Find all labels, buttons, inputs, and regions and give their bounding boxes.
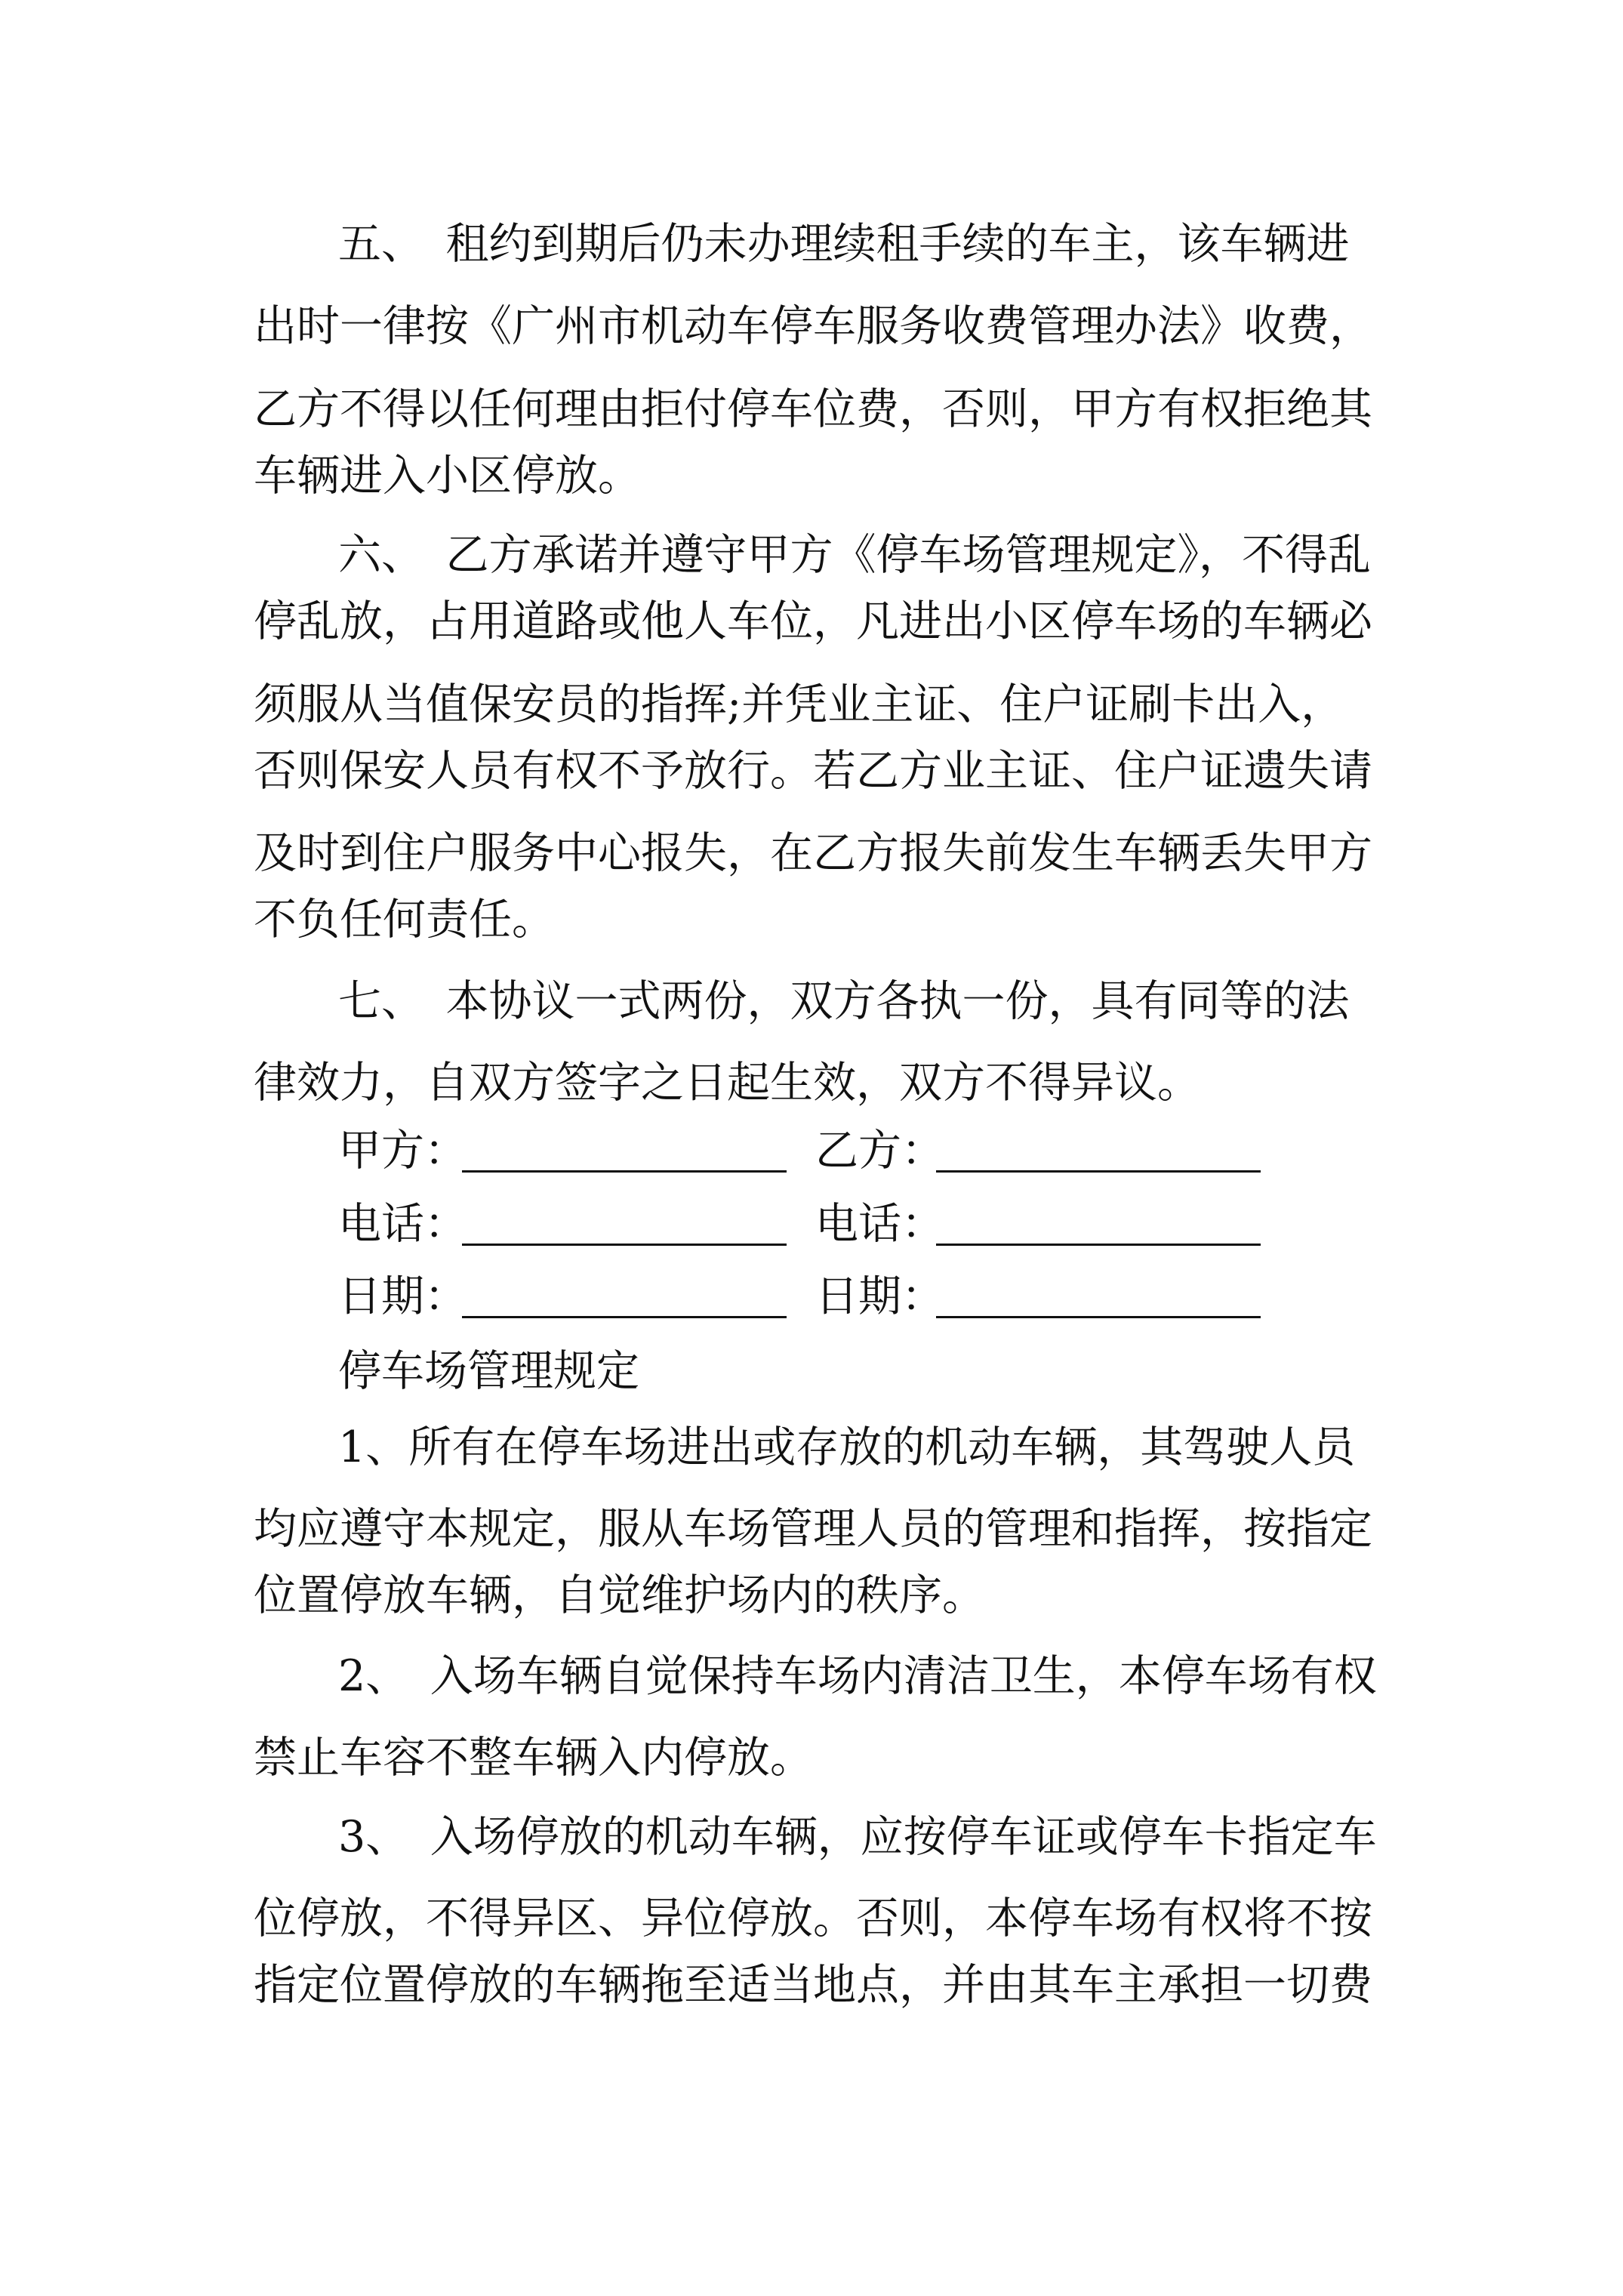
clause-5-line-2: 出时一律按《广州市机动车停车服务收费管理办法》收费，	[254, 301, 1372, 351]
party-b-signature-line[interactable]	[936, 1170, 1261, 1173]
rule-3-line-2: 位停放，不得异区、异位停放。否则，本停车场有权将不按	[254, 1894, 1372, 1943]
rule-3-line-1: 3、 入场停放的机动车辆，应按停车证或停车卡指定车	[338, 1812, 1377, 1862]
party-a-label: 甲方：	[338, 1126, 467, 1176]
rule-2-line-2: 禁止车容不整车辆入内停放。	[254, 1733, 813, 1783]
clause-6-line-6: 不负任何责任。	[254, 895, 555, 945]
date-b-label: 日期：	[815, 1271, 944, 1321]
clause-6-line-5: 及时到住户服务中心报失，在乙方报失前发生车辆丢失甲方	[254, 828, 1372, 878]
rule-1-line-1: 1、所有在停车场进出或存放的机动车辆，其驾驶人员	[338, 1422, 1356, 1472]
clause-6-line-4: 否则保安人员有权不予放行。若乙方业主证、住户证遗失请	[254, 746, 1372, 796]
clause-6-line-3: 须服从当值保安员的指挥;并凭业主证、住户证刷卡出入，	[254, 680, 1344, 729]
rule-1-line-3: 位置停放车辆，自觉维护场内的秩序。	[254, 1570, 985, 1620]
rule-3-line-3: 指定位置停放的车辆拖至适当地点，并由其车主承担一切费	[254, 1960, 1372, 2010]
phone-b-line[interactable]	[936, 1244, 1261, 1246]
phone-a-label: 电话：	[338, 1199, 467, 1249]
party-a-signature-line[interactable]	[462, 1170, 787, 1173]
clause-5-line-3: 乙方不得以任何理由拒付停车位费，否则，甲方有权拒绝其	[254, 384, 1372, 434]
phone-a-line[interactable]	[462, 1244, 787, 1246]
clause-6-line-1: 六、 乙方承诺并遵守甲方《停车场管理规定》，不得乱	[338, 530, 1371, 580]
clause-5-line-1: 五、 租约到期后仍未办理续租手续的车主，该车辆进	[338, 219, 1350, 269]
clause-5-line-4: 车辆进入小区停放。	[254, 451, 641, 501]
date-a-line[interactable]	[462, 1316, 787, 1318]
clause-7-line-1: 七、 本协议一式两份，双方各执一份，具有同等的法	[338, 976, 1350, 1026]
date-b-line[interactable]	[936, 1316, 1261, 1318]
clause-7-line-2: 律效力，自双方签字之日起生效，双方不得异议。	[254, 1058, 1200, 1108]
clause-6-line-2: 停乱放，占用道路或他人车位，凡进出小区停车场的车辆必	[254, 596, 1372, 646]
date-a-label: 日期：	[338, 1271, 467, 1321]
rule-2-line-1: 2、 入场车辆自觉保持车场内清洁卫生，本停车场有权	[338, 1651, 1377, 1701]
phone-b-label: 电话：	[815, 1199, 944, 1249]
party-b-label: 乙方：	[815, 1126, 944, 1176]
rule-1-line-2: 均应遵守本规定，服从车场管理人员的管理和指挥，按指定	[254, 1504, 1372, 1554]
rules-title: 停车场管理规定	[338, 1346, 639, 1396]
